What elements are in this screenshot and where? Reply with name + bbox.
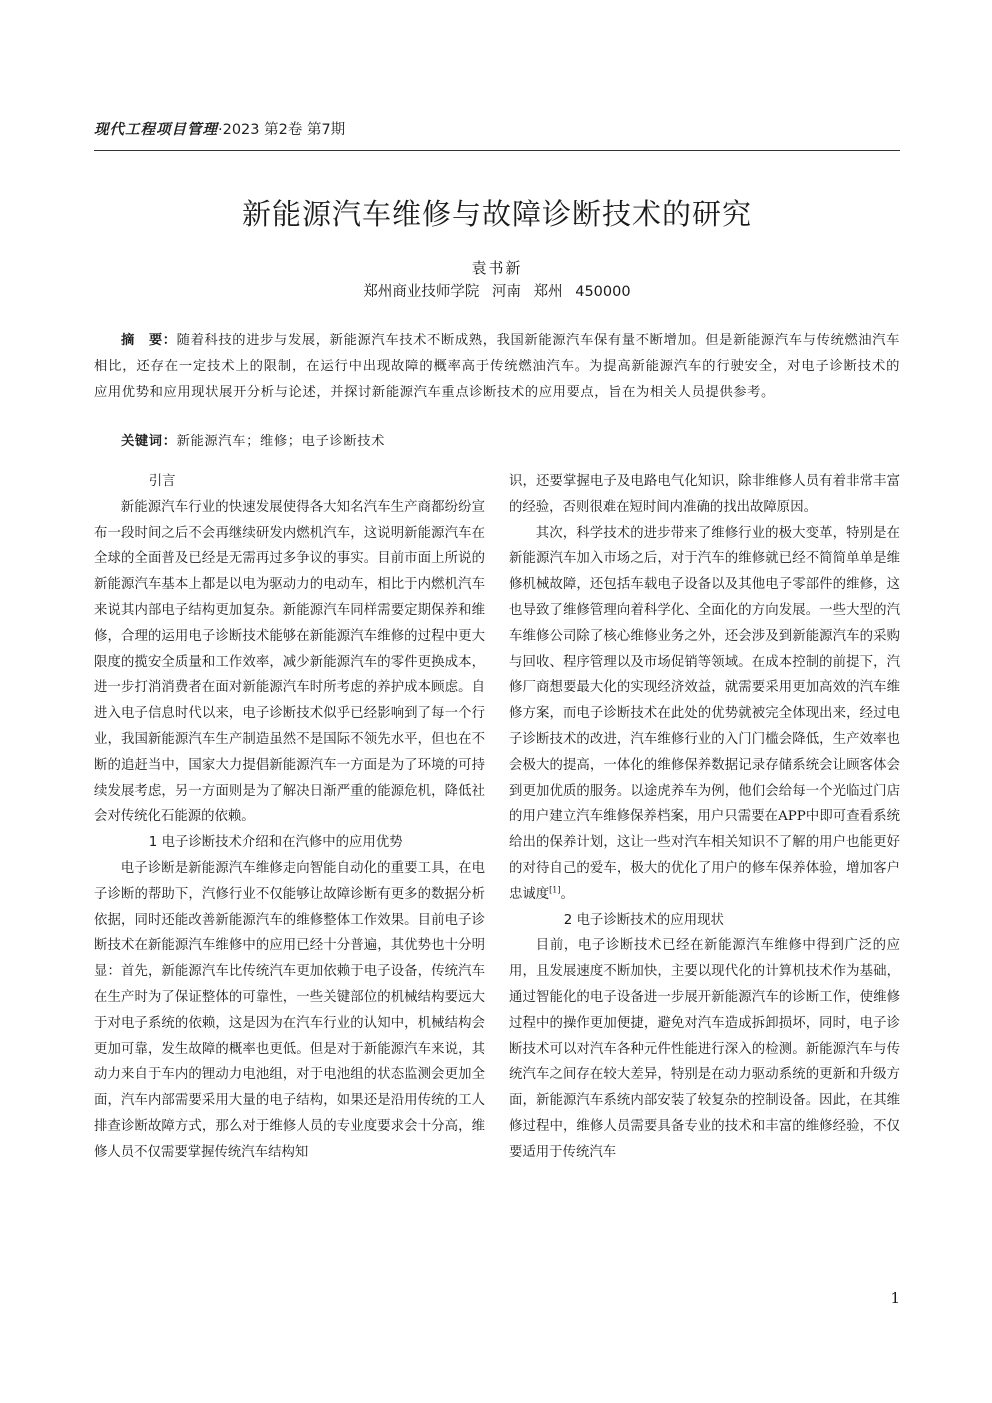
paragraph [509, 521, 900, 908]
right-column [509, 469, 900, 1166]
paragraph-continued: 识，还要掌握电子及电路电气化知识，除非维修人员有着非常丰富的经验，否则很难在短时间内准确的找出故障原因。 [509, 474, 900, 515]
citation-ref: [1] [549, 885, 561, 895]
abstract [94, 328, 900, 406]
section-heading-1: 1 电子诊断技术介绍和在汽修中的应用优势 [148, 835, 403, 851]
article-title: 新能源汽车维修与故障诊断技术的研究 [241, 197, 752, 231]
journal-name: 现代工程项目管理 [94, 122, 218, 138]
abstract-text: 随着科技的进步与发展，新能源汽车技术不断成熟，我国新能源汽车保有量不断增加。但是新能源汽车与传统燃油汽车相比，还存在一定技术上的限制，在运行中出现故障的概率高于传统燃油汽车。为提高新能源汽车的行驶安全，对电子诊断技术的应用优势和应用现状展开分析与论述，并探讨新能源汽车重点诊断技术的应用要点，旨在为相关人员提供参考。 [94, 333, 901, 400]
header-rule [94, 150, 900, 151]
section-heading-2: 2 电子诊断技术的应用现状 [563, 912, 724, 928]
page-number: 1 [890, 1289, 900, 1307]
abstract-label: 摘 要： [121, 333, 177, 348]
keywords-text: 新能源汽车；维修；电子诊断技术 [176, 434, 386, 449]
paragraph-end: 。 [560, 886, 574, 902]
author-affiliation: 郑州商业技师学院 河南 郑州 450000 [363, 284, 631, 300]
keywords [121, 429, 901, 455]
issue-info: ·2023 第2卷 第7期 [218, 122, 346, 138]
paragraph: 目前，电子诊断技术已经在新能源汽车维修中得到广泛的应用，且发展速度不断加快，主要以现代化的计算机技术作为基础，通过智能化的电子设备进一步展开新能源汽车的诊断工作，使维修过程中的操作更加便捷，避免对汽车造成拆卸损坏，同时，电子诊断技术可以对汽车各种元件性能进行深入的检测。新能源汽车与传统汽车之间存在较大差异，特别是在动力驱动系统的更新和升级方面，新能源汽车系统内部安装了较复杂的控制设备。因此，在其维修过程中，维修人员需要具备专业的技术和丰富的维修经验，不仅要适用于传统汽车 [509, 938, 900, 1160]
author-name: 袁书新 [471, 259, 523, 277]
running-head [94, 120, 345, 140]
section-heading-intro: 引言 [148, 474, 176, 489]
paragraph: 新能源汽车行业的快速发展使得各大知名汽车生产商都纷纷宣布一段时间之后不会再继续研发内燃机汽车，这说明新能源汽车在全球的全面普及已经是无需再过多争议的事实。目前市面上所说的新能源汽车基本上都是以电为驱动力的电动车，相比于内燃机汽车来说其内部电子结构更加复杂。新能源汽车同样需要定期保养和维修，合理的运用电子诊断技术能够在新能源汽车维修的过程中更大限度的揽安全质量和工作效率，减少新能源汽车的零件更换成本，进一步打消消费者在面对新能源汽车时所考虑的养护成本顾虑。自进入电子信息时代以来，电子诊断技术似乎已经影响到了每一个行业，我国新能源汽车生产制造虽然不是国际不领先水平，但也在不断的追赶当中，国家大力提倡新能源汽车一方面是为了环境的可持续发展考虑，另一方面则是为了解决日渐严重的能源危机，降低社会对传统化石能源的依赖。 [94, 499, 485, 825]
left-column [94, 469, 485, 1166]
keywords-label: 关键词： [121, 434, 177, 449]
paragraph-text: 其次，科学技术的进步带来了维修行业的极大变革，特别是在新能源汽车加入市场之后，对于汽车的维修就已经不简简单单是维修机械故障，还包括车载电子设备以及其他电子零部件的维修，这也导致了维修管理向着科学化、全面化的方向发展。一些大型的汽车维修公司除了核心维修业务之外，还会涉及到新能源汽车的采购与回收、程序管理以及市场促销等领域。在成本控制的前提下，汽修厂商想要最大化的实现经济效益，就需要采用更加高效的汽车维修方案，而电子诊断技术在此处的优势就被完全体现出来，经过电子诊断技术的改进，汽车维修行业的入门门槛会降低，生产效率也会极大的提高，一体化的维修保养数据记录存储系统会让顾客体会到更加优质的服务。以途虎养车为例，他们会给每一个光临过门店的用户建立汽车维修保养档案，用户只需要在APP中即可查看系统给出的保养计划，这让一些对汽车相关知识不了解的用户也能更好的对待自己的爱车，极大的优化了用户的修车保养体验，增加客户忠诚度 [509, 525, 900, 902]
paragraph: 电子诊断是新能源汽车维修走向智能自动化的重要工具，在电子诊断的帮助下，汽修行业不仅能够让故障诊断有更多的数据分析依据，同时还能改善新能源汽车的维修整体工作效果。目前电子诊断技术在新能源汽车维修中的应用已经十分普遍，其优势也十分明显：首先，新能源汽车比传统汽车更加依赖于电子设备，传统汽车在生产时为了保证整体的可靠性，一些关键部位的机械结构要远大于对电子系统的依赖，这是因为在汽车行业的认知中，机械结构会更加可靠，发生故障的概率也更低。但是对于新能源汽车来说，其动力来自于车内的锂动力电池组，对于电池组的状态监测会更加全面，汽车内部需要采用大量的电子结构，如果还是沿用传统的工人排查诊断故障方式，那么对于维修人员的专业度要求会十分高，维修人员不仅需要掌握传统汽车结构知 [94, 860, 485, 1160]
